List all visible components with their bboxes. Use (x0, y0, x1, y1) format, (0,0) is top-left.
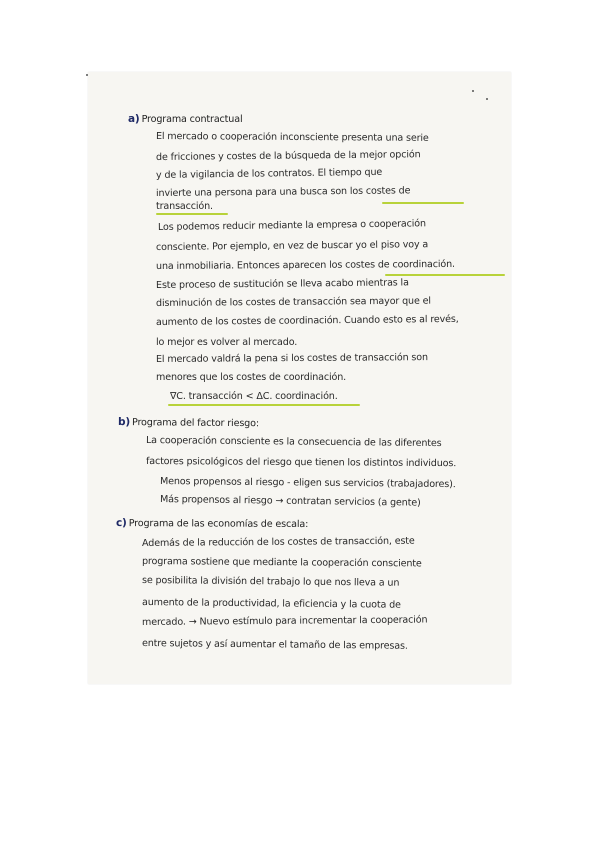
section-heading (128, 113, 242, 125)
paper-speck (86, 74, 88, 76)
highlight-underline (382, 202, 464, 204)
text-line: aumento de la productividad, la eficiencia y la cuota de (141, 597, 401, 611)
highlight-underline (156, 213, 228, 215)
text-line: El mercado valdrá la pena si los costes de transacción son (155, 352, 428, 365)
text-line: factores psicológicos del riesgo que tienen los distintos individuos. (145, 456, 457, 470)
section-title: Programa contractual (141, 114, 243, 125)
text-line: y de la vigilancia de los contratos. El tiempo que (155, 166, 383, 181)
section-marker: b) (117, 416, 131, 429)
text-line: entre sujetos y así aumentar el tamaño de las empresas. (141, 638, 408, 652)
section-heading (116, 517, 308, 530)
text-line: Además de la reducción de los costes de transacción, este (141, 535, 415, 549)
section-heading (118, 416, 259, 429)
section-marker: a) (128, 113, 140, 125)
section-marker: c) (115, 517, 127, 530)
paper-speck (472, 90, 474, 92)
text-line: aumento de los costes de coordinación. Cuando esto es al revés, (155, 313, 459, 328)
text-line: se posibilita la división del trabajo lo que nos lleva a un (141, 575, 400, 589)
section-title: Programa de las economías de escala: (128, 518, 309, 531)
highlight-underline (168, 404, 360, 406)
text-line: de fricciones y costes de la búsqueda de la mejor opción (155, 149, 421, 163)
text-line: invierte una persona para una busca son los costes de (155, 185, 411, 199)
text-line: El mercado o cooperación inconsciente presenta una serie (155, 131, 429, 144)
text-line: Este proceso de sustitución se lleva acabo mientras la (155, 277, 409, 291)
text-line: Más propensos al riesgo → contratan servicios (a gente) (159, 494, 421, 509)
text-line: disminución de los costes de transacción sea mayor que el (155, 295, 431, 309)
text-line: Los podemos reducir mediante la empresa o cooperación (157, 218, 426, 233)
text-line: mercado. → Nuevo estímulo para incrementar la cooperación (141, 614, 428, 628)
formula-line: ∇C. transacción < ΔC. coordinación. (170, 391, 338, 402)
text-line: una inmobiliaria. Entonces aparecen los costes de coordinación. (155, 258, 455, 272)
text-line: Menos propensos al riesgo - eligen sus servicios (trabajadores). (159, 476, 456, 491)
text-line: consciente. Por ejemplo, en vez de buscar yo el piso voy a (155, 239, 429, 253)
text-line: programa sostiene que mediante la cooperación consciente (141, 556, 422, 570)
section-title: Programa del factor riesgo: (131, 417, 259, 430)
highlight-underline (385, 274, 505, 276)
text-line: lo mejor es volver al mercado. (156, 337, 298, 348)
text-line: La cooperación consciente es la consecuencia de las diferentes (145, 435, 442, 450)
text-line: transacción. (156, 201, 213, 212)
text-line: menores que los costes de coordinación. (156, 372, 347, 383)
paper-speck (486, 98, 488, 100)
